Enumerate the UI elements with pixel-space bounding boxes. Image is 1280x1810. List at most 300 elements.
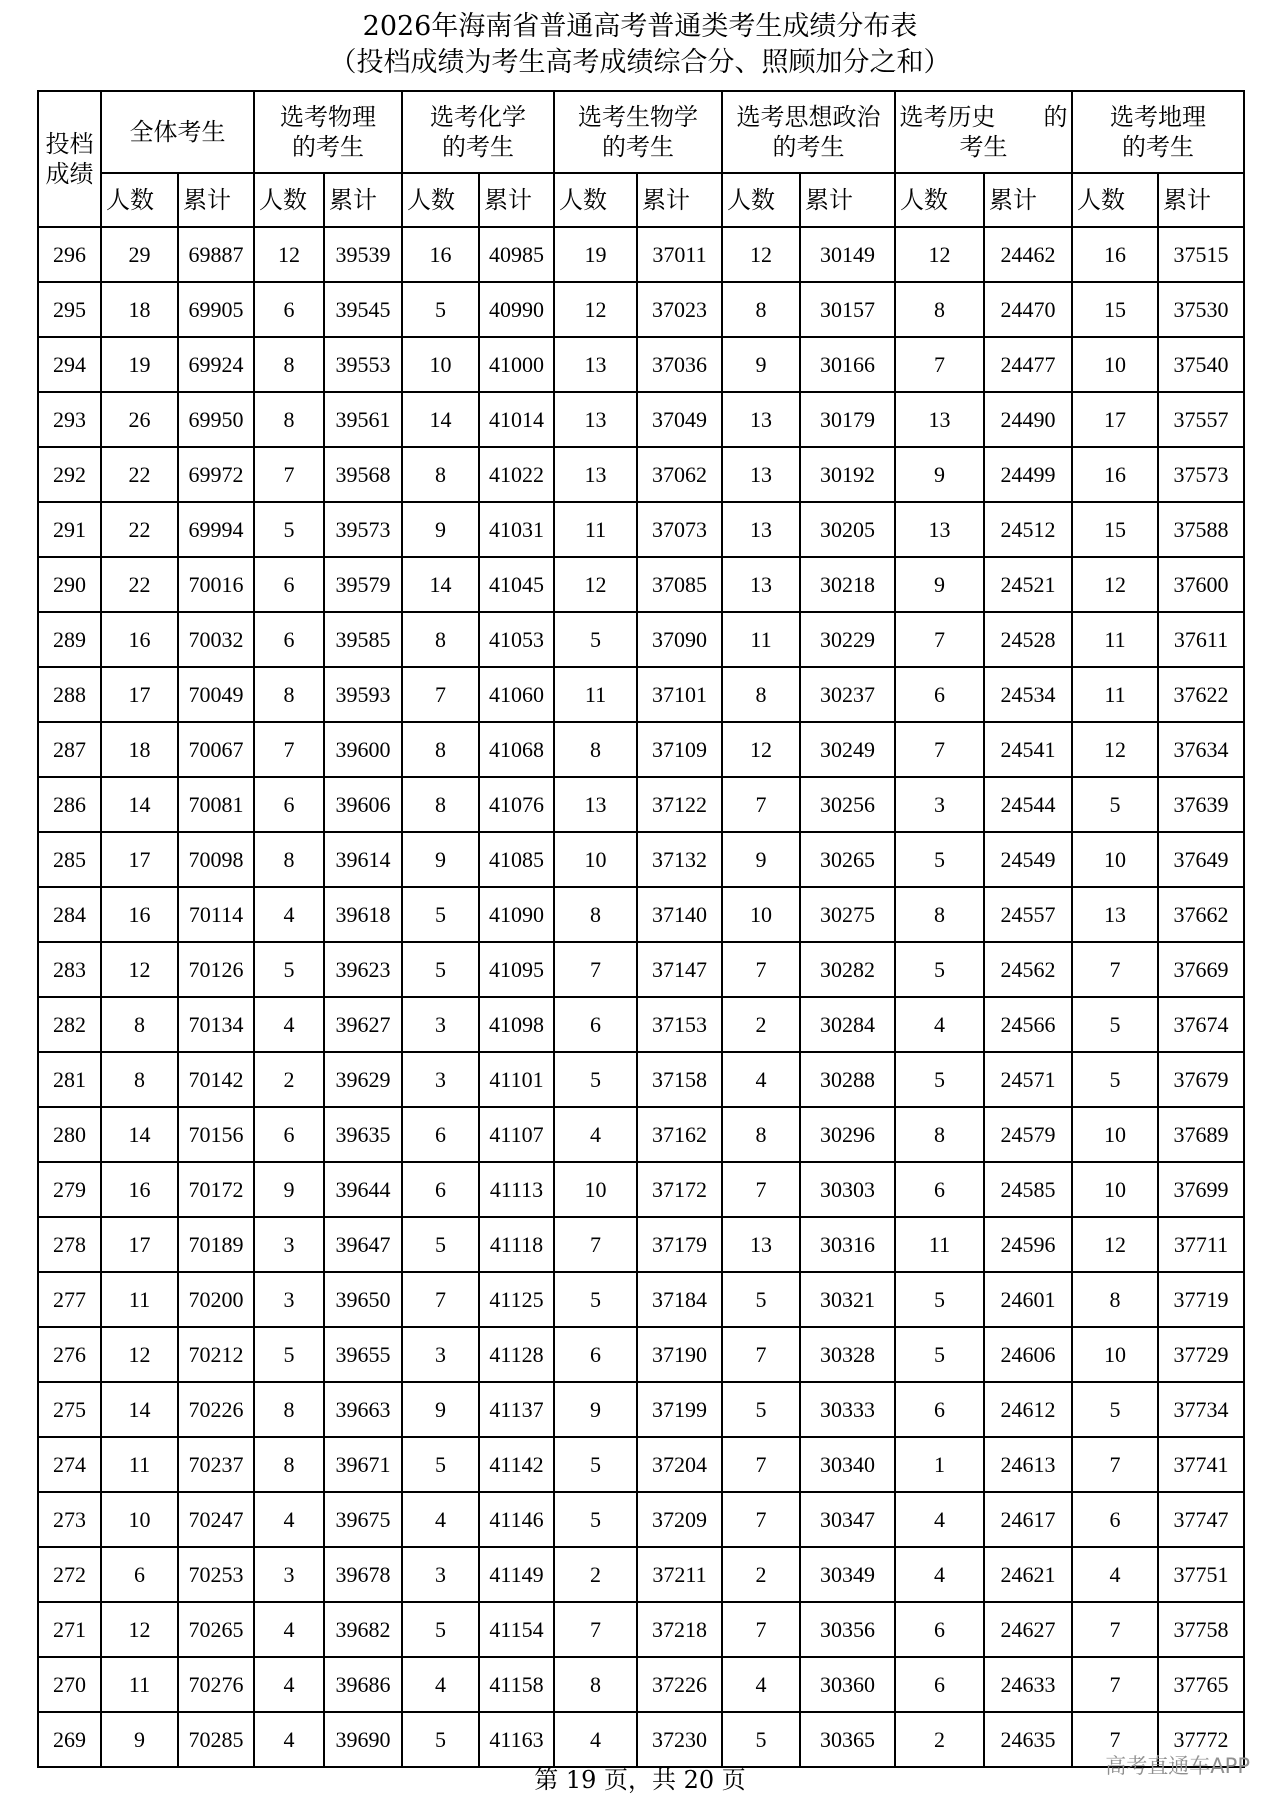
count-cell: 8 [895,282,984,337]
count-cell: 11 [101,1272,178,1327]
cumulative-cell: 39614 [324,832,402,887]
count-cell: 7 [1072,942,1158,997]
cumulative-cell: 70237 [178,1437,254,1492]
cumulative-cell: 30316 [800,1217,895,1272]
count-cell: 12 [722,722,800,777]
cumulative-cell: 37734 [1158,1382,1244,1437]
count-cell: 8 [722,667,800,722]
group-header-politics: 选考思想政治 的考生 [722,91,895,173]
score-cell: 284 [38,887,101,942]
count-cell: 7 [554,1217,637,1272]
cumulative-cell: 37573 [1158,447,1244,502]
count-cell: 6 [1072,1492,1158,1547]
count-cell: 5 [402,282,479,337]
cumulative-cell: 69924 [178,337,254,392]
count-cell: 8 [254,832,324,887]
count-cell: 5 [554,1492,637,1547]
count-cell: 22 [101,557,178,612]
cumulative-cell: 24549 [984,832,1072,887]
count-cell: 9 [554,1382,637,1437]
score-cell: 270 [38,1657,101,1712]
cumulative-header: 累计 [984,173,1072,227]
cumulative-cell: 24477 [984,337,1072,392]
count-cell: 2 [554,1547,637,1602]
cumulative-cell: 30340 [800,1437,895,1492]
table-row [38,1272,1244,1327]
cumulative-cell: 30237 [800,667,895,722]
count-cell: 5 [402,1712,479,1767]
count-cell: 12 [101,1602,178,1657]
cumulative-cell: 37073 [637,502,722,557]
cumulative-cell: 30192 [800,447,895,502]
cumulative-cell: 37172 [637,1162,722,1217]
cumulative-cell: 69950 [178,392,254,447]
cumulative-cell: 37162 [637,1107,722,1162]
cumulative-cell: 39561 [324,392,402,447]
cumulative-cell: 39568 [324,447,402,502]
count-cell: 5 [895,942,984,997]
cumulative-cell: 37540 [1158,337,1244,392]
cumulative-cell: 24462 [984,227,1072,282]
count-cell: 16 [1072,227,1158,282]
count-cell: 16 [1072,447,1158,502]
cumulative-cell: 37674 [1158,997,1244,1052]
cumulative-cell: 70276 [178,1657,254,1712]
count-cell: 6 [895,1382,984,1437]
cumulative-cell: 37218 [637,1602,722,1657]
cumulative-cell: 37109 [637,722,722,777]
cumulative-cell: 70200 [178,1272,254,1327]
count-cell: 6 [554,997,637,1052]
cumulative-cell: 30179 [800,392,895,447]
count-cell: 9 [402,832,479,887]
score-cell: 279 [38,1162,101,1217]
count-header: 人数 [101,173,178,227]
table-row [38,1492,1244,1547]
cumulative-cell: 39655 [324,1327,402,1382]
count-cell: 8 [402,777,479,832]
group-header-biology: 选考生物学 的考生 [554,91,722,173]
cumulative-cell: 41085 [479,832,554,887]
cumulative-cell: 37140 [637,887,722,942]
cumulative-cell: 37023 [637,282,722,337]
count-cell: 6 [402,1162,479,1217]
cumulative-cell: 41014 [479,392,554,447]
cumulative-cell: 69905 [178,282,254,337]
cumulative-cell: 30303 [800,1162,895,1217]
cumulative-cell: 24562 [984,942,1072,997]
cumulative-cell: 70156 [178,1107,254,1162]
count-cell: 1 [895,1437,984,1492]
score-distribution-table [37,90,1245,1768]
count-cell: 8 [895,1107,984,1162]
count-cell: 11 [554,667,637,722]
cumulative-cell: 37557 [1158,392,1244,447]
count-cell: 4 [554,1107,637,1162]
cumulative-cell: 37669 [1158,942,1244,997]
cumulative-cell: 70285 [178,1712,254,1767]
watermark: 高考直通车APP [1105,1754,1250,1778]
table-row [38,392,1244,447]
cumulative-cell: 39678 [324,1547,402,1602]
count-cell: 8 [722,282,800,337]
count-cell: 10 [1072,832,1158,887]
score-cell: 276 [38,1327,101,1382]
cumulative-cell: 39573 [324,502,402,557]
cumulative-cell: 37147 [637,942,722,997]
count-cell: 6 [895,1602,984,1657]
cumulative-cell: 70265 [178,1602,254,1657]
cumulative-cell: 37211 [637,1547,722,1602]
cumulative-cell: 30229 [800,612,895,667]
cumulative-cell: 37122 [637,777,722,832]
count-cell: 18 [101,722,178,777]
cumulative-cell: 39553 [324,337,402,392]
table-row [38,1107,1244,1162]
table-row [38,337,1244,392]
cumulative-cell: 37711 [1158,1217,1244,1272]
cumulative-cell: 39644 [324,1162,402,1217]
count-cell: 10 [1072,337,1158,392]
count-cell: 5 [895,1272,984,1327]
count-cell: 5 [895,832,984,887]
count-cell: 10 [402,337,479,392]
count-cell: 5 [254,1327,324,1382]
count-cell: 13 [722,557,800,612]
cumulative-cell: 41142 [479,1437,554,1492]
score-cell: 293 [38,392,101,447]
cumulative-cell: 24596 [984,1217,1072,1272]
table-row [38,227,1244,282]
count-cell: 6 [554,1327,637,1382]
count-cell: 5 [722,1712,800,1767]
score-cell: 283 [38,942,101,997]
count-cell: 6 [254,612,324,667]
cumulative-cell: 41146 [479,1492,554,1547]
count-cell: 3 [254,1217,324,1272]
score-cell: 285 [38,832,101,887]
cumulative-cell: 37679 [1158,1052,1244,1107]
cumulative-cell: 70016 [178,557,254,612]
count-cell: 5 [1072,1052,1158,1107]
count-cell: 15 [1072,282,1158,337]
table-row [38,777,1244,832]
count-cell: 7 [554,1602,637,1657]
cumulative-cell: 37649 [1158,832,1244,887]
count-cell: 8 [554,887,637,942]
cumulative-cell: 37741 [1158,1437,1244,1492]
count-cell: 5 [402,1437,479,1492]
score-cell: 278 [38,1217,101,1272]
cumulative-cell: 24490 [984,392,1072,447]
count-cell: 7 [254,447,324,502]
count-cell: 4 [254,1492,324,1547]
cumulative-cell: 70081 [178,777,254,832]
count-cell: 6 [895,667,984,722]
count-cell: 5 [895,1052,984,1107]
cumulative-cell: 24606 [984,1327,1072,1382]
score-cell: 282 [38,997,101,1052]
count-cell: 8 [254,1437,324,1492]
count-cell: 7 [722,1162,800,1217]
count-cell: 10 [1072,1107,1158,1162]
cumulative-cell: 41154 [479,1602,554,1657]
count-cell: 22 [101,447,178,502]
count-cell: 5 [402,942,479,997]
cumulative-cell: 37184 [637,1272,722,1327]
cumulative-cell: 41045 [479,557,554,612]
count-cell: 7 [895,722,984,777]
count-cell: 6 [101,1547,178,1602]
cumulative-cell: 41149 [479,1547,554,1602]
score-cell: 295 [38,282,101,337]
count-cell: 5 [722,1382,800,1437]
count-cell: 9 [402,1382,479,1437]
count-cell: 13 [722,447,800,502]
score-cell: 275 [38,1382,101,1437]
score-cell: 269 [38,1712,101,1767]
score-cell: 296 [38,227,101,282]
count-cell: 8 [254,1382,324,1437]
cumulative-cell: 37765 [1158,1657,1244,1712]
cumulative-cell: 41125 [479,1272,554,1327]
cumulative-cell: 40985 [479,227,554,282]
cumulative-cell: 24627 [984,1602,1072,1657]
count-cell: 4 [402,1492,479,1547]
table-row [38,1712,1244,1767]
cumulative-cell: 24557 [984,887,1072,942]
cumulative-cell: 39539 [324,227,402,282]
cumulative-cell: 39618 [324,887,402,942]
cumulative-cell: 39623 [324,942,402,997]
score-cell: 287 [38,722,101,777]
count-cell: 16 [101,887,178,942]
count-cell: 12 [722,227,800,282]
count-cell: 14 [101,777,178,832]
count-cell: 2 [254,1052,324,1107]
cumulative-cell: 30275 [800,887,895,942]
count-cell: 17 [1072,392,1158,447]
cumulative-cell: 37689 [1158,1107,1244,1162]
count-cell: 9 [254,1162,324,1217]
cumulative-cell: 30249 [800,722,895,777]
count-cell: 7 [722,1327,800,1382]
count-cell: 11 [895,1217,984,1272]
cumulative-cell: 37758 [1158,1602,1244,1657]
count-cell: 7 [722,1602,800,1657]
count-header: 人数 [722,173,800,227]
count-cell: 5 [554,1052,637,1107]
count-header: 人数 [254,173,324,227]
count-cell: 12 [895,227,984,282]
cumulative-cell: 37090 [637,612,722,667]
count-cell: 18 [101,282,178,337]
score-cell: 286 [38,777,101,832]
count-cell: 9 [722,337,800,392]
cumulative-cell: 37011 [637,227,722,282]
cumulative-cell: 41137 [479,1382,554,1437]
cumulative-cell: 30365 [800,1712,895,1767]
count-cell: 12 [101,942,178,997]
count-cell: 5 [402,1217,479,1272]
cumulative-cell: 41113 [479,1162,554,1217]
count-cell: 12 [554,282,637,337]
cumulative-cell: 39600 [324,722,402,777]
count-cell: 16 [101,1162,178,1217]
cumulative-header: 累计 [324,173,402,227]
cumulative-cell: 24534 [984,667,1072,722]
count-cell: 7 [1072,1602,1158,1657]
cumulative-cell: 24579 [984,1107,1072,1162]
count-cell: 7 [722,1492,800,1547]
cumulative-cell: 37132 [637,832,722,887]
cumulative-cell: 37209 [637,1492,722,1547]
table-row [38,1217,1244,1272]
cumulative-cell: 37085 [637,557,722,612]
count-cell: 8 [101,1052,178,1107]
count-cell: 13 [722,502,800,557]
cumulative-cell: 24544 [984,777,1072,832]
cumulative-cell: 37719 [1158,1272,1244,1327]
cumulative-header: 累计 [637,173,722,227]
cumulative-cell: 30157 [800,282,895,337]
cumulative-cell: 37158 [637,1052,722,1107]
cumulative-cell: 24571 [984,1052,1072,1107]
cumulative-cell: 24635 [984,1712,1072,1767]
page-footer: 第 19 页，共 20 页 [534,1766,746,1794]
count-cell: 16 [402,227,479,282]
cumulative-cell: 70189 [178,1217,254,1272]
cumulative-cell: 30360 [800,1657,895,1712]
cumulative-cell: 70067 [178,722,254,777]
cumulative-cell: 39545 [324,282,402,337]
cumulative-cell: 37062 [637,447,722,502]
cumulative-cell: 69994 [178,502,254,557]
cumulative-cell: 70032 [178,612,254,667]
cumulative-cell: 70212 [178,1327,254,1382]
count-cell: 8 [554,722,637,777]
count-cell: 5 [1072,777,1158,832]
score-cell: 289 [38,612,101,667]
count-cell: 6 [254,557,324,612]
count-cell: 14 [101,1382,178,1437]
cumulative-cell: 30349 [800,1547,895,1602]
table-row [38,942,1244,997]
cumulative-cell: 41053 [479,612,554,667]
table-row [38,502,1244,557]
count-cell: 4 [722,1657,800,1712]
count-cell: 26 [101,392,178,447]
count-cell: 5 [554,612,637,667]
count-cell: 7 [722,942,800,997]
cumulative-cell: 41098 [479,997,554,1052]
table-row [38,1657,1244,1712]
count-cell: 3 [254,1547,324,1602]
table-row [38,447,1244,502]
cumulative-cell: 30288 [800,1052,895,1107]
cumulative-cell: 39585 [324,612,402,667]
count-cell: 10 [554,1162,637,1217]
cumulative-cell: 41128 [479,1327,554,1382]
cumulative-cell: 39682 [324,1602,402,1657]
cumulative-cell: 37634 [1158,722,1244,777]
group-header-all: 全体考生 [101,91,254,173]
count-cell: 13 [722,1217,800,1272]
count-cell: 19 [101,337,178,392]
count-cell: 4 [254,1602,324,1657]
count-cell: 13 [1072,887,1158,942]
count-cell: 5 [554,1272,637,1327]
count-cell: 4 [254,1657,324,1712]
count-cell: 15 [1072,502,1158,557]
cumulative-cell: 37101 [637,667,722,722]
count-cell: 13 [895,392,984,447]
count-cell: 3 [402,1052,479,1107]
cumulative-cell: 24621 [984,1547,1072,1602]
cumulative-cell: 70098 [178,832,254,887]
cumulative-cell: 69972 [178,447,254,502]
cumulative-cell: 24601 [984,1272,1072,1327]
count-cell: 13 [554,337,637,392]
score-cell: 290 [38,557,101,612]
cumulative-cell: 41095 [479,942,554,997]
score-cell: 277 [38,1272,101,1327]
score-cell: 292 [38,447,101,502]
group-header-geography: 选考地理 的考生 [1072,91,1244,173]
count-cell: 7 [254,722,324,777]
score-cell: 272 [38,1547,101,1602]
page-title: 2026年海南省普通高考普通类考生成绩分布表 [362,11,918,42]
score-cell: 271 [38,1602,101,1657]
cumulative-cell: 37611 [1158,612,1244,667]
table-row [38,722,1244,777]
cumulative-cell: 30149 [800,227,895,282]
cumulative-cell: 39675 [324,1492,402,1547]
cumulative-cell: 39629 [324,1052,402,1107]
cumulative-cell: 30284 [800,997,895,1052]
table-row [38,1437,1244,1492]
count-cell: 11 [554,502,637,557]
cumulative-cell: 70049 [178,667,254,722]
cumulative-cell: 37530 [1158,282,1244,337]
group-header-history: 选考历史 的 考生 [895,91,1072,173]
cumulative-cell: 39579 [324,557,402,612]
cumulative-cell: 41101 [479,1052,554,1107]
count-cell: 3 [402,997,479,1052]
cumulative-cell: 39606 [324,777,402,832]
cumulative-cell: 37662 [1158,887,1244,942]
count-cell: 13 [895,502,984,557]
cumulative-cell: 41000 [479,337,554,392]
count-cell: 5 [895,1327,984,1382]
cumulative-cell: 70247 [178,1492,254,1547]
table-row [38,1327,1244,1382]
cumulative-cell: 37729 [1158,1327,1244,1382]
count-cell: 14 [402,557,479,612]
count-cell: 10 [1072,1327,1158,1382]
count-cell: 6 [895,1657,984,1712]
count-cell: 9 [722,832,800,887]
cumulative-cell: 37204 [637,1437,722,1492]
count-cell: 11 [101,1657,178,1712]
count-cell: 12 [554,557,637,612]
cumulative-header: 累计 [1158,173,1244,227]
score-cell: 280 [38,1107,101,1162]
cumulative-cell: 39627 [324,997,402,1052]
count-cell: 17 [101,832,178,887]
count-header: 人数 [402,173,479,227]
count-cell: 9 [101,1712,178,1767]
